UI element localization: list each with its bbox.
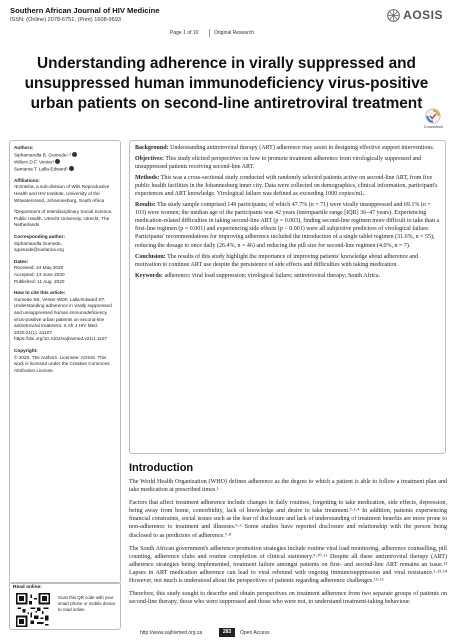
abstract-conclusion: Conclusion: The results of this study highlight the importance of improving patients' knowledge about adherence and motivation to continue ART use despite the persistence of side effects and difficulties with taking medication.	[135, 253, 419, 268]
page-info	[0, 28, 453, 38]
affiliation-2: ²Department of Interdisciplinary Social Science, Public Health, Utrecht University, Utrecht, The Netherlands	[14, 209, 113, 228]
publisher-logo	[387, 8, 443, 22]
abstract-results: Results: The study sample comprised 149 participants; of which 47.7% (n = 71) were virally unsuppressed and 69.1% (n = 103) were women; the median age of the participants was 42 years (interquartile range [IQR] 36–47 years). Experiencing medication-related difficulties in taking second-line ART (p = 0.003), finding second-line regimen more difficult to take than a first-line regimen (p = 0.001) and experiencing side effects (p < 0.001) were all subjective predictors of virological failure. Participants' recommendations for improving adherence included the introduction of a single tablet regimen (31.6%, n = 55), reducing the dosage to once daily (26.4%, n = 46) and reducing the pill size for second-line regimen (4.0%, n = 7).	[135, 202, 440, 249]
authors-block	[14, 145, 116, 173]
corresponding-author-block	[14, 234, 116, 254]
affiliations-heading: Affiliations:	[14, 177, 40, 183]
abstract-objectives: Objectives: This study elicited perspectives on how to promote treatment adherence from virologically suppressed and unsuppressed patients receiving second-line ART.	[135, 156, 422, 171]
introduction-body	[129, 478, 447, 611]
abstract-methods: Methods: This was a cross-sectional study conducted with randomly selected patients active on second-line ART, from five public health facilities in the Johannesburg inner city. Data were collected on demographics, clinical information, participant's experiences and ART knowledge. Virological failure was defined as exceeding 1000 copies/mL.	[135, 175, 438, 198]
page-info-divider	[209, 29, 210, 37]
date-received: Received: 24 May 2020	[14, 265, 64, 271]
date-published: Published: 11 Aug. 2020	[14, 278, 65, 284]
author-1[interactable]: Siphamandla B. Gumede¹·²	[14, 152, 116, 159]
copyright-heading: Copyright:	[14, 347, 38, 353]
open-access-label: Open Access	[240, 630, 270, 636]
journal-url-link[interactable]: http://www.sajhivmed.org.za	[140, 630, 203, 636]
read-online-box	[9, 582, 121, 630]
abstract-background: Background: Understanding antiretroviral therapy (ART) adherence may assist in designing effective support interventions.	[135, 145, 435, 151]
author-2[interactable]: Willem D.F. Venter¹	[14, 159, 116, 166]
corresponding-heading: Corresponding author:	[14, 234, 66, 240]
introduction-heading: Introduction	[129, 462, 194, 474]
authors-heading: Authors:	[14, 145, 34, 150]
intro-paragraph-1: The World Health Organization (WHO) defines adherence as the degree to which a patient is able to follow a treatment plan and take medication at prescribed times.¹	[129, 479, 447, 494]
citation-text[interactable]: Gumede SB, Venter WDF, Lalla-Edward ST. Understanding adherence in virally suppressed and unsuppressed human immunodeficiency virus-positive urban patients on second-line antiretroviral treatment. S Afr J HIV Med. 2020;21(1), a1107. https://doi.org/10.4102/sajhivmed.v21i1.1107	[14, 296, 112, 342]
date-accepted: Accepted: 13 June 2020	[14, 272, 65, 277]
affiliations-block	[14, 178, 116, 229]
affiliation-1: ¹Ezintsha, a sub-division of Wits Reproductive Health and HIV Institute, University of the Witwatersrand, Johannesburg, South Africa	[14, 184, 110, 203]
citation-block	[14, 290, 116, 343]
corresponding-email[interactable]: sgumede@carlarica.org	[14, 247, 64, 253]
crossmark-label: CrossMark	[423, 124, 443, 129]
page-number: 283	[219, 628, 235, 637]
crossmark-icon	[425, 108, 441, 124]
abstract-box	[129, 140, 446, 454]
article-type: Original Research	[214, 30, 255, 36]
journal-issn: ISSN: (Online) 2078-6751, (Print) 1608-9693	[10, 17, 122, 23]
qr-code-icon[interactable]	[16, 593, 50, 627]
read-online-label: Read online:	[13, 585, 42, 590]
orcid-icon[interactable]	[72, 152, 77, 157]
crossmark-badge[interactable]	[424, 108, 443, 129]
copyright-text: © 2020. The Authors. Licensee: AOSIS. This work is licensed under the Creative Commons Attribution License.	[14, 354, 110, 373]
intro-paragraph-2: Factors that affect treatment adherence include changes in daily routines, forgetting to take medication, side effects, depression, being away from home, comorbidity, lack of knowledge and desire to take treatment.²·³·⁴ In addition, patients experiencing financial constraints, social issues such as the fear of disclosure and lack of understanding of treatment benefits are more prone to non-adherence to treatment and illnesses.⁵·⁶ Some studies have reported disclosure and relationship with the person being disclosed to as predictors of adherence.⁷·⁸	[129, 500, 447, 539]
orcid-icon[interactable]	[55, 159, 60, 164]
article-sidebar	[9, 140, 121, 584]
article-title: Understanding adherence in virally suppressed and unsuppressed human immunodeficiency virus-positive urban patients on second-line antiretroviral treatment	[24, 55, 429, 112]
corresponding-name: Siphamandla Gumede,	[14, 240, 62, 246]
dates-heading: Dates:	[14, 258, 29, 264]
intro-paragraph-4: Therefore, this study sought to describe and obtain perspectives on treatment adherence from two separate groups of patients on second-line therapy, those who were suppressed and those who were not, to understand treatment-taking behaviour.	[129, 591, 447, 606]
page-label: Page 1 of 10	[170, 30, 199, 36]
read-online-text: Scan this QR code with your smart phone or mobile device to read online.	[58, 595, 116, 612]
aosis-logo-icon	[387, 9, 400, 22]
citation-heading: How to cite this article:	[14, 290, 66, 296]
abstract-keywords: Keywords: adherence; viral load suppression; virological failure; antiretroviral therapy; South Africa.	[135, 272, 381, 279]
orcid-icon[interactable]	[69, 166, 74, 171]
dates-block	[14, 259, 116, 285]
copyright-block	[14, 348, 116, 374]
page-footer	[0, 628, 453, 638]
journal-title: Southern African Journal of HIV Medicine	[10, 6, 160, 15]
author-3[interactable]: Samanta T. Lalla-Edward¹	[14, 166, 116, 173]
publisher-name: AOSIS	[403, 8, 443, 22]
intro-paragraph-3: The South African government's adherence promotion strategies include routine viral load monitoring, adherence counselling, pill counting, adherence clubs and routine completion of clinical stationery.⁹·¹⁰·¹¹ Despite all these antiretroviral therapy (ART) adherence strategies being implemented, treatment failure amongst patients on first- and second-line ART remains an issue.¹² Lapses in ART medication adherence can lead to viral rebound with ongoing immunosuppression and viral resistance.¹·¹³·¹⁴ However, not much is understood about the perspectives of patients regarding adherence challenges.¹⁵·¹⁶	[129, 545, 447, 585]
